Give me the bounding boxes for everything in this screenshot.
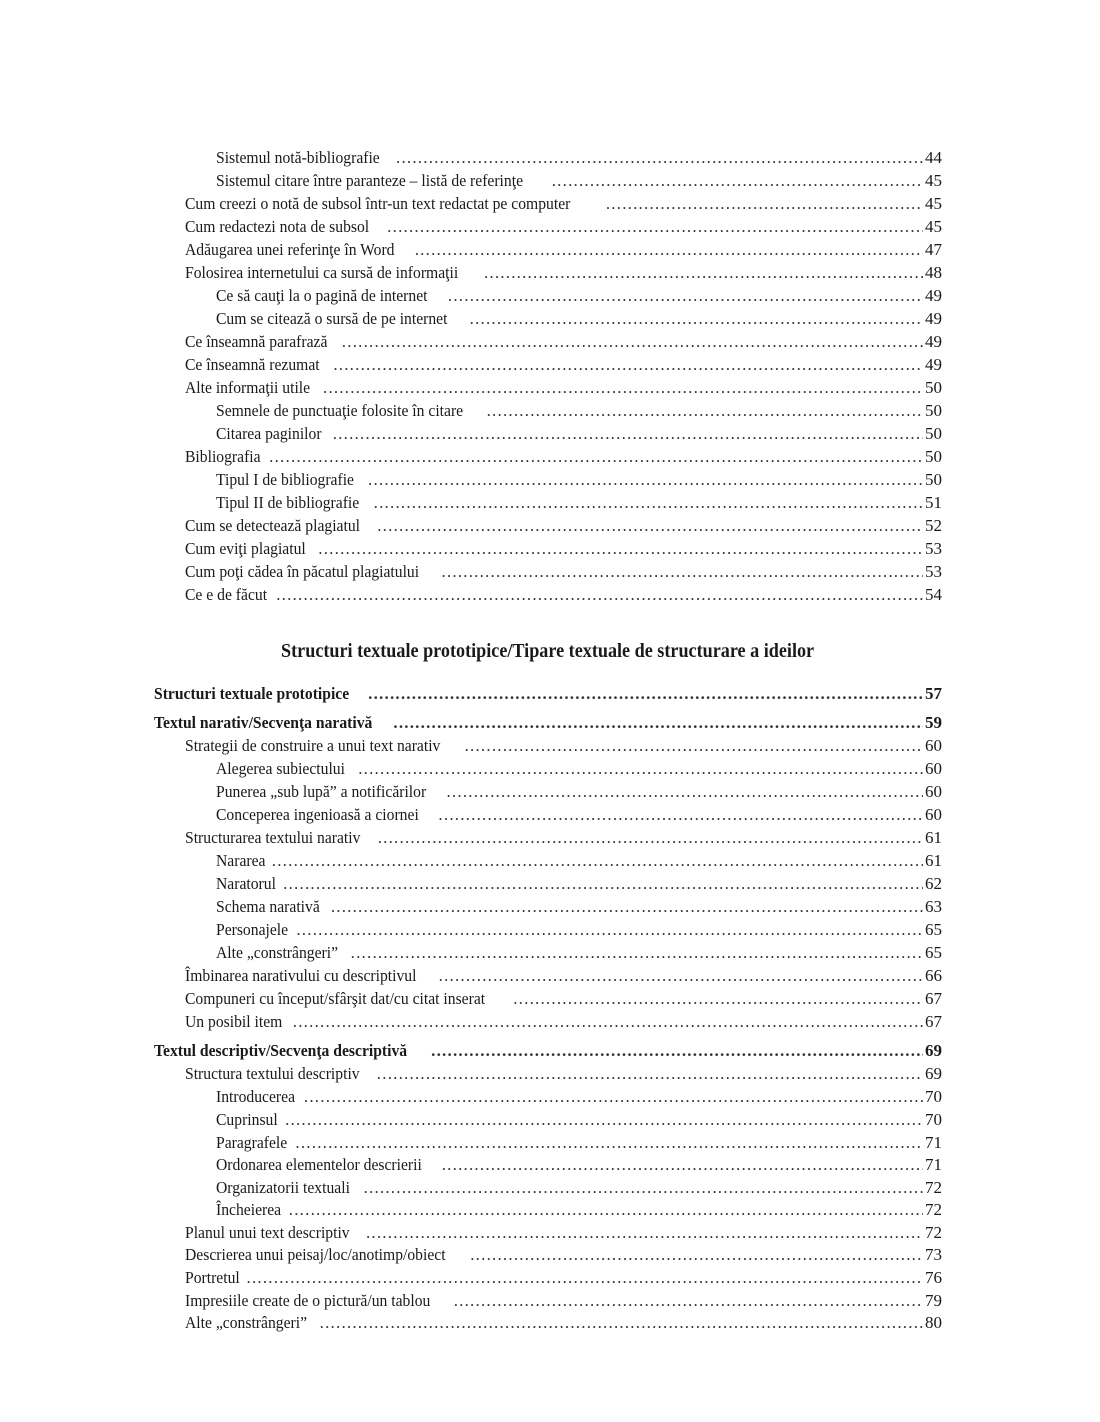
- toc-entry: [154, 988, 942, 1010]
- toc-entry-page-number: 57: [925, 684, 942, 703]
- toc-entry: [154, 377, 942, 399]
- dot-leader: [448, 285, 923, 307]
- toc-entry-title: Cum eviţi plagiatul: [185, 539, 306, 558]
- toc-entry: [154, 331, 942, 353]
- toc-entry-page-number: 44: [925, 148, 942, 167]
- toc-entry-page-number: 48: [925, 263, 942, 282]
- toc-entry-page-number: 69: [925, 1041, 942, 1060]
- toc-entry-title: Încheierea: [216, 1200, 282, 1219]
- dot-leader: [283, 873, 923, 895]
- toc-entry: [154, 804, 942, 826]
- toc-entry: [154, 1244, 942, 1266]
- toc-entry-title: Tipul I de bibliografie: [216, 470, 354, 489]
- toc-entry: [154, 1132, 942, 1154]
- dot-leader: [276, 584, 923, 606]
- dot-leader: [304, 1086, 923, 1108]
- toc-entry-title: Organizatorii textuali: [216, 1178, 350, 1197]
- toc-entry-page-number: 50: [925, 470, 942, 489]
- toc-entry-title: Alegerea subiectului: [216, 759, 345, 778]
- toc-entry: [154, 515, 942, 537]
- toc-entry-page-number: 54: [925, 585, 942, 604]
- toc-entry: [154, 1177, 942, 1199]
- toc-entry-page-number: 51: [925, 493, 942, 512]
- toc-entry: [154, 1086, 942, 1108]
- dot-leader: [606, 193, 923, 215]
- toc-entry-page-number: 61: [925, 851, 942, 870]
- toc-entry: [154, 308, 942, 330]
- dot-leader: [295, 1132, 923, 1154]
- toc-entry-title: Alte „constrângeri”: [185, 1313, 308, 1332]
- toc-entry-title: Un posibil item: [185, 1012, 283, 1031]
- dot-leader: [377, 515, 923, 537]
- toc-entry-page-number: 60: [925, 805, 942, 824]
- toc-entry-title: Structurarea textului narativ: [185, 828, 361, 847]
- toc-entry-page-number: 49: [925, 332, 942, 351]
- toc-entry-title: Cum creezi o notă de subsol într-un text redactat pe computer: [185, 194, 571, 213]
- dot-leader: [438, 804, 923, 826]
- toc-entry-title: Ce înseamnă parafrază: [185, 332, 328, 351]
- toc-entry: [154, 850, 942, 872]
- toc-entry-page-number: 72: [925, 1200, 942, 1219]
- toc-entry: [154, 1199, 942, 1221]
- toc-entry: [154, 170, 942, 192]
- dot-leader: [470, 1244, 923, 1266]
- dot-leader: [441, 561, 923, 583]
- dot-leader: [442, 1154, 923, 1176]
- dot-leader: [318, 538, 923, 560]
- toc-entry: [154, 285, 942, 307]
- toc-entry: [154, 1290, 942, 1312]
- toc-entry-title: Adăugarea unei referinţe în Word: [185, 240, 395, 259]
- toc-entry-page-number: 45: [925, 217, 942, 236]
- toc-entry-title: Cum se citează o sursă de pe internet: [216, 309, 448, 328]
- toc-entry-page-number: 71: [925, 1133, 942, 1152]
- section-heading-text: Structuri textuale prototipice/Tipare textuale de structurare a ideilor: [281, 641, 815, 662]
- toc-entry: [154, 492, 942, 514]
- toc-entry-page-number: 53: [925, 539, 942, 558]
- toc-entry-title: Planul unui text descriptiv: [185, 1223, 350, 1242]
- toc-entry-page-number: 47: [925, 240, 942, 259]
- toc-entry-title: Nararea: [216, 851, 266, 870]
- toc-entry-title: Ce înseamnă rezumat: [185, 355, 320, 374]
- toc-entry: [154, 1222, 942, 1244]
- toc-entry-page-number: 60: [925, 782, 942, 801]
- toc-entry: [154, 827, 942, 849]
- dot-leader: [393, 712, 923, 734]
- toc-entry-title: Compuneri cu început/sfârşit dat/cu citat inserat: [185, 989, 486, 1008]
- toc-entry-title: Folosirea internetului ca sursă de informaţii: [185, 263, 459, 282]
- dot-leader: [333, 423, 923, 445]
- toc-entry-page-number: 70: [925, 1110, 942, 1129]
- dot-leader: [378, 827, 923, 849]
- dot-leader: [470, 308, 923, 330]
- dot-leader: [293, 1011, 923, 1033]
- dot-leader: [364, 1177, 923, 1199]
- dot-leader: [513, 988, 923, 1010]
- toc-entry-page-number: 66: [925, 966, 942, 985]
- dot-leader: [374, 492, 923, 514]
- toc-entry: [154, 423, 942, 445]
- dot-leader: [484, 262, 923, 284]
- dot-leader: [439, 965, 923, 987]
- toc-entry-title: Citarea paginilor: [216, 424, 322, 443]
- toc-entry: [154, 400, 942, 422]
- toc-entry-page-number: 60: [925, 759, 942, 778]
- dot-leader: [465, 735, 923, 757]
- toc-entry-title: Cum se detectează plagiatul: [185, 516, 361, 535]
- dot-leader: [552, 170, 923, 192]
- toc-entry-page-number: 72: [925, 1223, 942, 1242]
- dot-leader: [358, 758, 923, 780]
- toc-entry-page-number: 50: [925, 424, 942, 443]
- toc-entry: [154, 216, 942, 238]
- toc-entry: [154, 262, 942, 284]
- toc-entry-page-number: 63: [925, 897, 942, 916]
- toc-entry: [154, 965, 942, 987]
- toc-entry-page-number: 79: [925, 1291, 942, 1310]
- dot-leader: [377, 1063, 923, 1085]
- toc-entry-title: Alte „constrângeri”: [216, 943, 339, 962]
- toc-entry: [154, 712, 942, 734]
- toc-entry-title: Tipul II de bibliografie: [216, 493, 360, 512]
- toc-entry-title: Personajele: [216, 920, 289, 939]
- toc-entry-page-number: 65: [925, 920, 942, 939]
- toc-entry-title: Schema narativă: [216, 897, 320, 916]
- dot-leader: [368, 469, 923, 491]
- dot-leader: [269, 446, 923, 468]
- toc-entry-title: Cum redactezi nota de subsol: [185, 217, 370, 236]
- dot-leader: [396, 147, 923, 169]
- toc-entry-title: Alte informaţii utile: [185, 378, 311, 397]
- toc-entry-page-number: 67: [925, 1012, 942, 1031]
- dot-leader: [247, 1267, 924, 1289]
- toc-entry: [154, 1109, 942, 1131]
- toc-entry-page-number: 50: [925, 447, 942, 466]
- toc-entry-title: Ce să cauţi la o pagină de internet: [216, 286, 428, 305]
- dot-leader: [331, 896, 923, 918]
- toc-entry: [154, 919, 942, 941]
- toc-entry-page-number: 49: [925, 286, 942, 305]
- toc-entry-title: Naratorul: [216, 874, 276, 893]
- dot-leader: [368, 683, 923, 705]
- toc-entry-title: Punerea „sub lupă” a notificărilor: [216, 782, 427, 801]
- dot-leader: [289, 1199, 923, 1221]
- dot-leader: [272, 850, 923, 872]
- toc-entry-page-number: 49: [925, 355, 942, 374]
- toc-entry: [154, 781, 942, 803]
- toc-entry: [154, 896, 942, 918]
- dot-leader: [333, 354, 923, 376]
- toc-entry: [154, 1063, 942, 1085]
- toc-entry: [154, 584, 942, 606]
- toc-entry: [154, 561, 942, 583]
- toc-entry: [154, 1011, 942, 1033]
- toc-entry: [154, 873, 942, 895]
- toc-entry: [154, 942, 942, 964]
- toc-entry: [154, 758, 942, 780]
- toc-entry-page-number: 59: [925, 713, 942, 732]
- toc-entry: [154, 1312, 942, 1334]
- dot-leader: [296, 919, 923, 941]
- toc-entry: [154, 1154, 942, 1176]
- toc-entry: [154, 239, 942, 261]
- toc-entry-page-number: 73: [925, 1245, 942, 1264]
- toc-entry-title: Structura textului descriptiv: [185, 1064, 360, 1083]
- toc-entry-title: Impresiile create de o pictură/un tablou: [185, 1291, 431, 1310]
- dot-leader: [285, 1109, 923, 1131]
- toc-entry-page-number: 60: [925, 736, 942, 755]
- toc-entry: [154, 683, 942, 705]
- toc-entry-title: Sistemul citare între paranteze – listă de referinţe: [216, 171, 524, 190]
- dot-leader: [446, 781, 923, 803]
- toc-entry-title: Ordonarea elementelor descrierii: [216, 1155, 422, 1174]
- dot-leader: [342, 331, 923, 353]
- toc-entry-title: Ce e de făcut: [185, 585, 268, 604]
- toc-entry-page-number: 80: [925, 1313, 942, 1332]
- toc-entry-title: Textul narativ/Secvenţa narativă: [154, 713, 373, 732]
- dot-leader: [323, 377, 923, 399]
- toc-entry-page-number: 50: [925, 378, 942, 397]
- toc-entry-page-number: 76: [925, 1268, 942, 1287]
- toc-entry: [154, 147, 942, 169]
- toc-entry-title: Structuri textuale prototipice: [154, 684, 350, 703]
- dot-leader: [387, 216, 923, 238]
- toc-entry-title: Cuprinsul: [216, 1110, 278, 1129]
- toc-entry-page-number: 45: [925, 194, 942, 213]
- toc-entry-title: Semnele de punctuaţie folosite în citare: [216, 401, 464, 420]
- toc-entry: [154, 446, 942, 468]
- toc-entry-page-number: 69: [925, 1064, 942, 1083]
- toc-entry: [154, 735, 942, 757]
- toc-entry-page-number: 71: [925, 1155, 942, 1174]
- toc-entry-title: Îmbinarea narativului cu descriptivul: [185, 966, 417, 985]
- dot-leader: [431, 1040, 923, 1062]
- toc-entry: [154, 354, 942, 376]
- toc-entry-title: Paragrafele: [216, 1133, 288, 1152]
- toc-entry-page-number: 72: [925, 1178, 942, 1197]
- toc-entry-title: Introducerea: [216, 1087, 296, 1106]
- dot-leader: [320, 1312, 923, 1334]
- toc-entry: [154, 469, 942, 491]
- toc-entry: [154, 1040, 942, 1062]
- toc-entry-title: Cum poţi cădea în păcatul plagiatului: [185, 562, 420, 581]
- toc-entry-title: Portretul: [185, 1268, 240, 1287]
- dot-leader: [351, 942, 923, 964]
- toc-entry-title: Descrierea unui peisaj/loc/anotimp/obiect: [185, 1245, 446, 1264]
- toc-entry-page-number: 50: [925, 401, 942, 420]
- toc-entry-page-number: 65: [925, 943, 942, 962]
- toc-entry-page-number: 52: [925, 516, 942, 535]
- toc-entry-title: Bibliografia: [185, 447, 261, 466]
- toc-entry-page-number: 62: [925, 874, 942, 893]
- section-heading: [154, 640, 942, 664]
- dot-leader: [487, 400, 923, 422]
- toc-entry: [154, 538, 942, 560]
- toc-entry-page-number: 53: [925, 562, 942, 581]
- toc-entry: [154, 193, 942, 215]
- toc-entry-page-number: 70: [925, 1087, 942, 1106]
- toc-entry-page-number: 61: [925, 828, 942, 847]
- toc-entry-title: Strategii de construire a unui text narativ: [185, 736, 441, 755]
- toc-entry-title: Conceperea ingenioasă a ciornei: [216, 805, 419, 824]
- toc-entry-page-number: 67: [925, 989, 942, 1008]
- dot-leader: [366, 1222, 923, 1244]
- toc-entry: [154, 1267, 942, 1289]
- toc-entry-title: Textul descriptiv/Secvenţa descriptivă: [154, 1041, 408, 1060]
- toc-entry-title: Sistemul notă-bibliografie: [216, 148, 380, 167]
- dot-leader: [415, 239, 923, 261]
- dot-leader: [454, 1290, 923, 1312]
- toc-entry-page-number: 45: [925, 171, 942, 190]
- toc-entry-page-number: 49: [925, 309, 942, 328]
